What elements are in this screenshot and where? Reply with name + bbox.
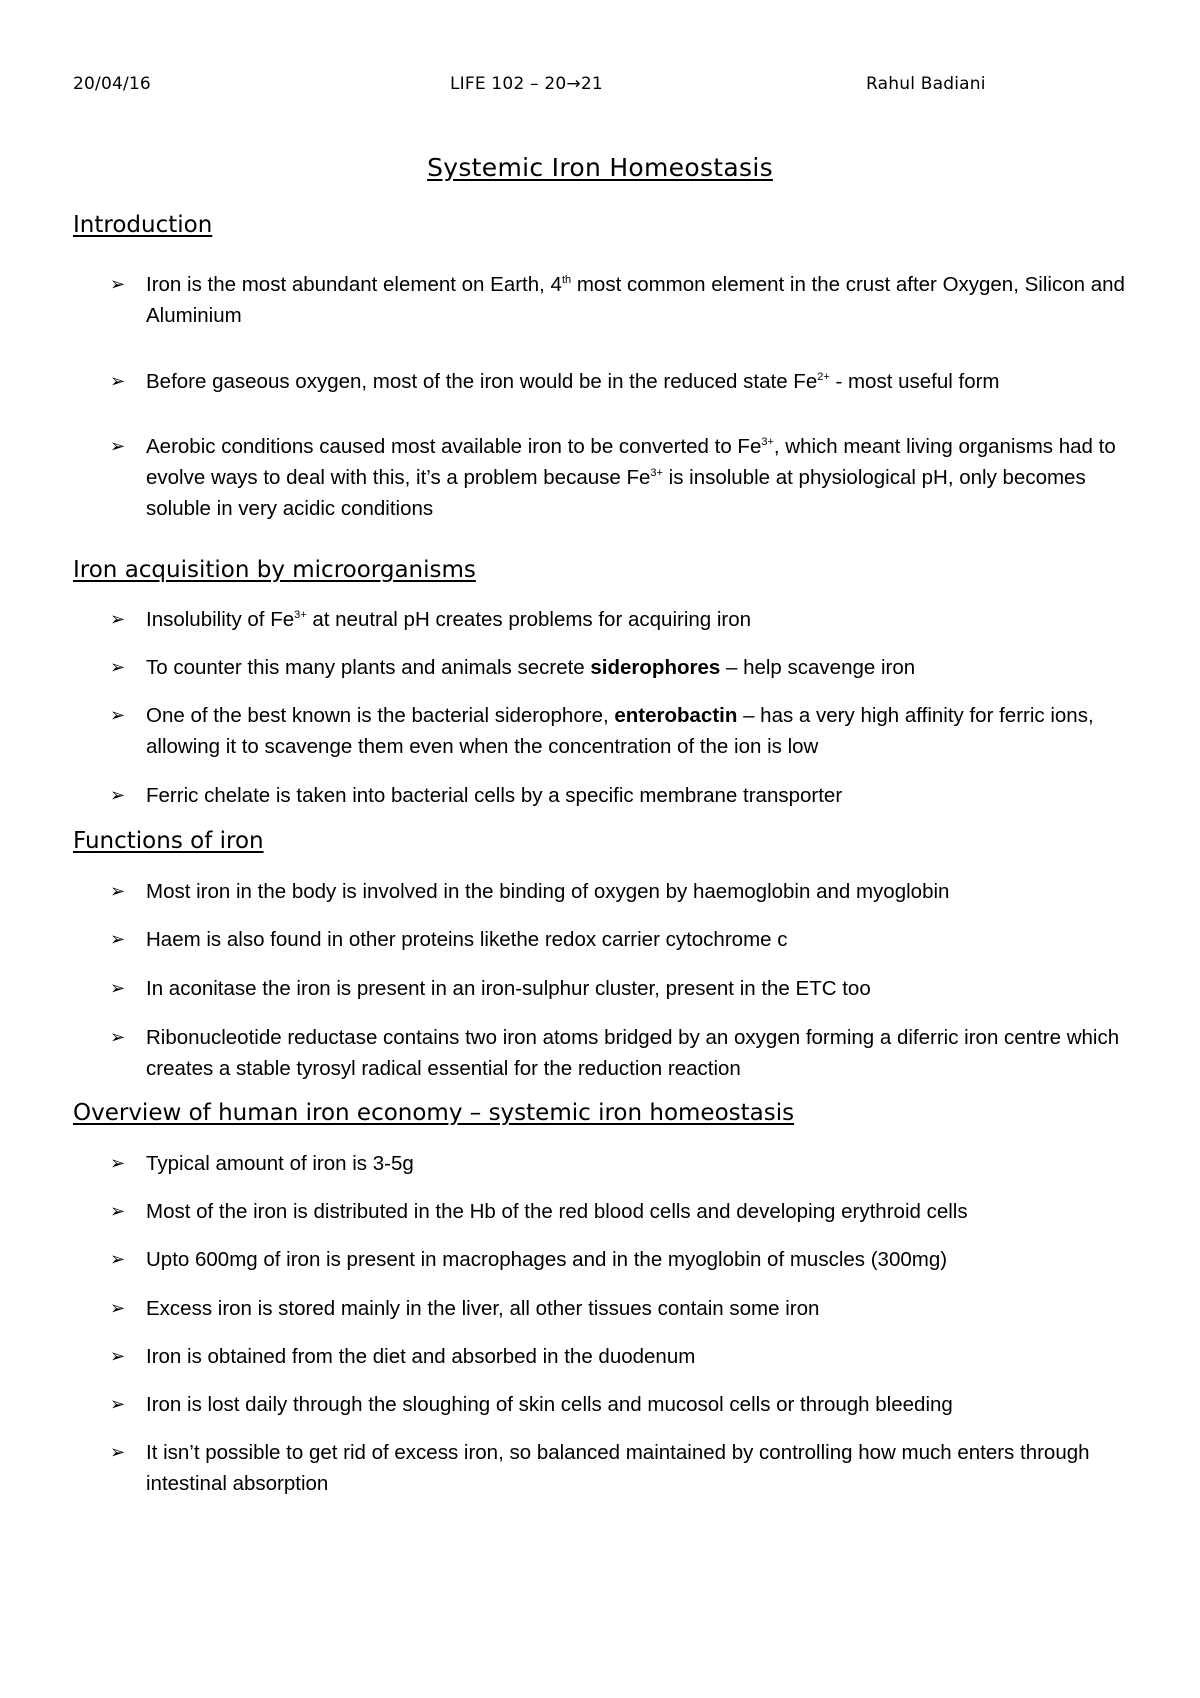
arrow-bullet-icon: ➢ bbox=[110, 274, 126, 295]
header-date: 20/04/16 bbox=[73, 74, 151, 94]
list-item bbox=[110, 1022, 1140, 1084]
arrow-bullet-icon: ➢ bbox=[110, 1298, 126, 1319]
list-item bbox=[110, 780, 1140, 811]
list-item bbox=[110, 1437, 1140, 1499]
arrow-bullet-icon: ➢ bbox=[110, 1201, 126, 1222]
arrow-bullet-icon: ➢ bbox=[110, 371, 126, 392]
list-item bbox=[110, 973, 1140, 1004]
list-item bbox=[110, 1148, 1140, 1179]
list-item bbox=[110, 366, 1140, 397]
arrow-bullet-icon: ➢ bbox=[110, 1027, 126, 1048]
list-item-text: Excess iron is stored mainly in the liver, all other tissues contain some iron bbox=[146, 1297, 820, 1320]
list-item-text: Before gaseous oxygen, most of the iron would be in the reduced state $Fe^{2+}$ - most useful form bbox=[146, 370, 1000, 393]
list-item-text: Aerobic conditions caused most available iron to be converted to $Fe^{3+}$, which meant living organisms had to evolve ways to deal with this, it’s a problem because $Fe^{3+}$ is insoluble at physiological pH, only becomes soluble in very acidic conditions bbox=[146, 435, 1116, 520]
list-item bbox=[110, 876, 1140, 907]
list-item-text: Iron is lost daily through the sloughing of skin cells and mucosol cells or through bleeding bbox=[146, 1393, 953, 1416]
arrow-bullet-icon: ➢ bbox=[110, 978, 126, 999]
arrow-bullet-icon: ➢ bbox=[110, 1442, 126, 1463]
section-heading-introduction: Introduction bbox=[73, 212, 213, 238]
list-item bbox=[110, 1389, 1140, 1420]
header-course: LIFE 102 – 20→21 bbox=[450, 74, 603, 94]
page-title: Systemic Iron Homeostasis bbox=[427, 153, 773, 182]
list-item-text: Insolubility of $Fe^{3+}$ at neutral pH creates problems for acquiring iron bbox=[146, 608, 752, 631]
list-item bbox=[110, 924, 1140, 955]
list-item-text: Iron is obtained from the diet and absorbed in the duodenum bbox=[146, 1345, 696, 1368]
arrow-bullet-icon: ➢ bbox=[110, 436, 126, 457]
list-item bbox=[110, 604, 1140, 635]
list-item bbox=[110, 1244, 1140, 1275]
list-item bbox=[110, 269, 1140, 331]
arrow-bullet-icon: ➢ bbox=[110, 1346, 126, 1367]
arrow-bullet-icon: ➢ bbox=[110, 1153, 126, 1174]
list-item-text: Iron is the most abundant element on Earth, 4th most common element in the crust after Oxygen, Silicon and Aluminium bbox=[146, 273, 1125, 327]
list-item-text: Typical amount of iron is 3-5g bbox=[146, 1152, 414, 1175]
list-item-text: Ferric chelate is taken into bacterial cells by a specific membrane transporter bbox=[146, 784, 843, 807]
list-item bbox=[110, 700, 1140, 762]
arrow-bullet-icon: ➢ bbox=[110, 657, 126, 678]
header-author: Rahul Badiani bbox=[866, 74, 986, 94]
arrow-bullet-icon: ➢ bbox=[110, 1394, 126, 1415]
section-heading-acquisition: Iron acquisition by microorganisms bbox=[73, 557, 476, 583]
list-item-text: Most iron in the body is involved in the binding of oxygen by haemoglobin and myoglobin bbox=[146, 880, 950, 903]
list-item-text: One of the best known is the bacterial siderophore, enterobactin – has a very high affinity for ferric ions, allowing it to scavenge them even when the concentration of the ion is low bbox=[146, 704, 1094, 758]
list-item-text: It isn’t possible to get rid of excess iron, so balanced maintained by controlling how much enters through intestinal absorption bbox=[146, 1441, 1090, 1495]
arrow-bullet-icon: ➢ bbox=[110, 929, 126, 950]
list-item-text: Ribonucleotide reductase contains two iron atoms bridged by an oxygen forming a diferric iron centre which creates a stable tyrosyl radical essential for the reduction reaction bbox=[146, 1026, 1120, 1080]
list-item-text: To counter this many plants and animals secrete siderophores – help scavenge iron bbox=[146, 656, 916, 679]
list-item bbox=[110, 1196, 1140, 1227]
arrow-bullet-icon: ➢ bbox=[110, 1249, 126, 1270]
section-heading-overview: Overview of human iron economy – systemic iron homeostasis bbox=[73, 1100, 795, 1126]
arrow-bullet-icon: ➢ bbox=[110, 881, 126, 902]
list-item bbox=[110, 431, 1140, 524]
section-heading-functions: Functions of iron bbox=[73, 828, 264, 854]
list-item-text: Haem is also found in other proteins likethe redox carrier cytochrome c bbox=[146, 928, 788, 951]
list-item bbox=[110, 1341, 1140, 1372]
arrow-bullet-icon: ➢ bbox=[110, 705, 126, 726]
list-item bbox=[110, 652, 1140, 683]
list-item-text: Most of the iron is distributed in the Hb of the red blood cells and developing erythroid cells bbox=[146, 1200, 968, 1223]
arrow-bullet-icon: ➢ bbox=[110, 785, 126, 806]
arrow-bullet-icon: ➢ bbox=[110, 609, 126, 630]
list-item bbox=[110, 1293, 1140, 1324]
list-item-text: Upto 600mg of iron is present in macrophages and in the myoglobin of muscles (300mg) bbox=[146, 1248, 948, 1271]
list-item-text: In aconitase the iron is present in an iron-sulphur cluster, present in the ETC too bbox=[146, 977, 871, 1000]
